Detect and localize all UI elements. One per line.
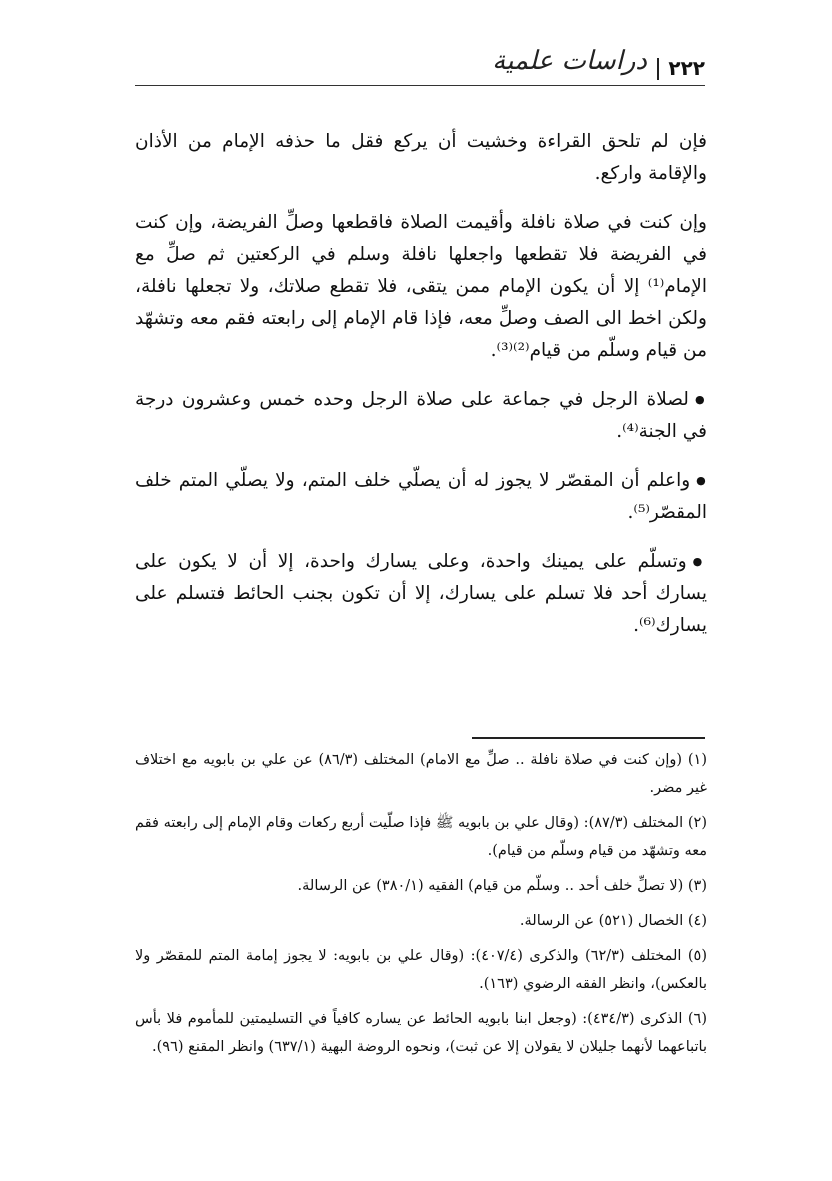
footnote: (٥) المختلف (٦٢/٣) والذكرى (٤٠٧/٤): (وقال علي بن بابويه: لا يجوز إمامة المتم للمقصّر ولا بالعكس)، وانظر الفقه الرضوي (١٦٣). — [135, 948, 707, 992]
bullet-text: واعلم أن المقصّر لا يجوز له أن يصلّي خلف المتم، ولا يصلّي المتم خلف المقصّر⁽⁵⁾. — [135, 470, 707, 523]
page-number: ٢٢٢ — [668, 56, 705, 80]
footnote: (٦) الذكرى (٤٣٤/٣): (وجعل ابنا بابويه الحائط عن يساره كافياً في التسليمتين للمأموم فلا بأس باتباعهما لأنهما جليلان لا يقولان إلا عن ثبت)، ونحوه الروضة البهية (٦٣٧/١) وانظر المقنع (٩٦). — [135, 1011, 707, 1055]
bullet-item — [135, 546, 707, 642]
footnote-separator — [472, 737, 705, 739]
bullet-icon — [689, 389, 707, 410]
footnotes — [135, 746, 707, 1068]
bullet-text: وتسلّم على يمينك واحدة، وعلى يسارك واحدة، إلا أن لا يكون على يسارك أحد فلا تسلم على يسارك، إلا أن تكون بجنب الحائط فتسلم على يسارك⁽⁶⁾. — [135, 551, 707, 636]
footnote: (٣) (لا تصلِّ خلف أحد .. وسلّم من قيام) الفقيه (٣٨٠/١) عن الرسالة. — [297, 878, 707, 894]
footnote: (٤) الخصال (٥٢١) عن الرسالة. — [519, 913, 707, 929]
main-text — [135, 126, 707, 659]
paragraph: وإن كنت في صلاة نافلة وأقيمت الصلاة فاقطعها وصلِّ الفريضة، وإن كنت في الفريضة فلا تقطعها واجعلها نافلة وسلم في الركعتين ثم صلِّ مع الإمام⁽¹⁾ إلا أن يكون الإمام ممن يتقى، فلا تقطع صلاتك، ولا تجعلها نافلة، ولكن اخط الى الصف وصلِّ معه، فإذا قام الإمام إلى رابعته فقم معه وتشهّد من قيام وسلّم من قيام⁽²⁾⁽³⁾. — [135, 212, 707, 361]
bullet-icon — [690, 470, 707, 491]
header-separator — [657, 58, 659, 80]
bullet-item — [135, 384, 707, 448]
bullet-text: لصلاة الرجل في جماعة على صلاة الرجل وحده خمس وعشرون درجة في الجنة⁽⁴⁾. — [135, 389, 707, 442]
page-header — [135, 44, 705, 86]
series-logo: دراسات علمية — [492, 46, 647, 76]
footnote: (٢) المختلف (٨٧/٣): (وقال علي بن بابويه ﷺ فإذا صلّيت أربع ركعات وقام الإمام إلى رابعته فقم معه وتشهّد من قيام وسلّم من قيام). — [135, 815, 707, 859]
bullet-item — [135, 465, 707, 529]
footnote: (١) (وإن كنت في صلاة نافلة .. صلِّ مع الامام) المختلف (٨٦/٣) عن علي بن بابويه مع اختلاف غير مضر. — [135, 752, 707, 796]
bullet-icon — [687, 551, 707, 572]
paragraph: فإن لم تلحق القراءة وخشيت أن يركع فقل ما حذفه الإمام من الأذان والإقامة واركع. — [135, 131, 707, 184]
header-rule — [135, 85, 705, 86]
